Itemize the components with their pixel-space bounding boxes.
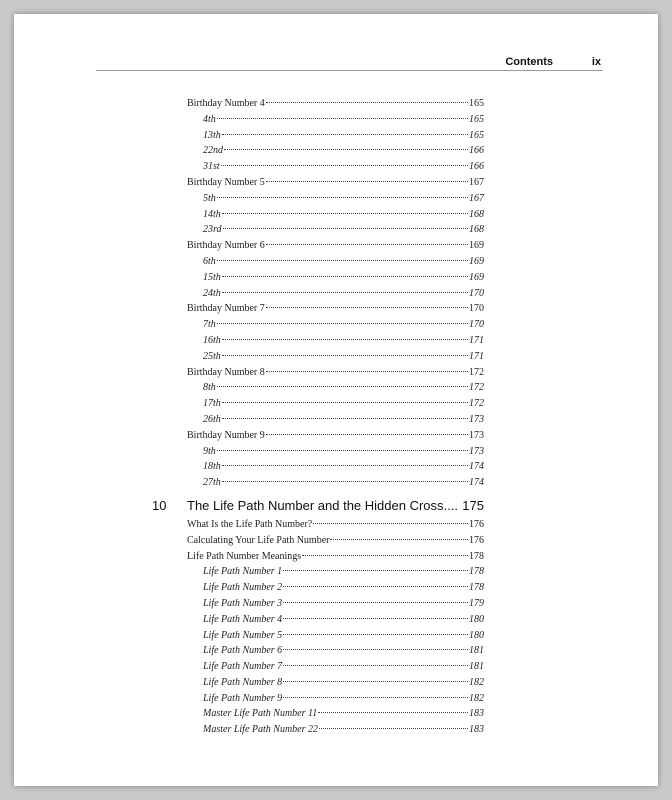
toc-entry-page: 165 [469,98,484,109]
toc-entry-page: 176 [469,518,484,530]
toc-entry-label: Birthday Number 5 [187,176,265,188]
toc-entry[interactable] [187,628,484,644]
toc-entry[interactable] [187,517,484,533]
toc-entry-label: Calculating Your Life Path Number [187,534,330,546]
dot-leader [217,260,468,261]
toc-entry-label: Life Path Number 4 [203,613,283,625]
running-header-page-number: ix [591,56,601,68]
running-header [96,56,603,71]
toc-entry-label: 14th [203,208,221,220]
toc-entry-page: 169 [469,271,484,283]
dot-leader [222,276,468,277]
chapter-title: The Life Path Number and the Hidden Cross.... [187,497,458,513]
toc-entry[interactable] [187,533,484,549]
toc-entry-label: 9th [203,445,216,457]
toc-entry-page: 170 [469,319,484,331]
dot-leader [283,649,468,650]
toc-entry-page: 167 [469,192,484,204]
dot-leader [221,165,468,166]
dot-leader [283,681,468,682]
toc-entry-page: 174 [469,477,484,489]
toc-entry-page: 178 [469,582,484,594]
dot-leader [302,555,468,556]
toc-entry[interactable] [187,580,484,596]
toc-entry[interactable] [187,143,484,159]
dot-leader [217,118,468,119]
toc-entry[interactable] [187,349,484,365]
toc-entry[interactable] [187,475,484,491]
toc-entry-label: 7th [203,319,216,331]
toc-entry[interactable] [187,128,484,144]
toc-entry-page: 165 [469,129,484,141]
toc-entry-page: 168 [469,208,484,220]
dot-leader [319,728,468,729]
toc-entry-label: Birthday Number 8 [187,366,265,378]
dot-leader [266,181,468,182]
toc-entry-label: 6th [203,255,216,267]
toc-entry[interactable] [187,380,484,396]
dot-leader [217,386,468,387]
toc-entry[interactable] [187,365,484,381]
toc-entry-page: 166 [469,145,484,157]
toc-entry[interactable] [187,444,484,460]
toc-entry-page: 180 [469,613,484,625]
toc-entry[interactable] [187,159,484,175]
dot-leader [223,228,468,229]
toc-entry-label: Life Path Number 6 [203,645,283,657]
toc-entry-label: 15th [203,271,221,283]
toc-entry-page: 173 [469,413,484,425]
toc-entry-page: 181 [469,645,484,657]
toc-entry-label: 27th [203,477,221,489]
toc-entry[interactable] [187,333,484,349]
dot-leader [222,418,468,419]
dot-leader [313,523,468,524]
toc-entry-label: 17th [203,398,221,410]
toc-entry-label: Master Life Path Number 11 [203,708,318,720]
toc-entry-label: 18th [203,461,221,473]
toc-entry-label: Life Path Number 9 [203,692,283,704]
toc-entry[interactable] [187,722,484,738]
toc-entry-label: 8th [203,382,216,394]
toc-entry-label: Life Path Number 8 [203,676,283,688]
toc-entry[interactable] [187,675,484,691]
toc-entry[interactable] [187,428,484,444]
toc-entry-page: 167 [469,176,484,188]
running-header-title: Contents [505,56,553,68]
toc-entry-page: 172 [469,382,484,394]
toc-entry-page: 176 [469,534,484,546]
dot-leader [283,634,468,635]
toc-entry-label: 24th [203,287,221,299]
toc-entry-page: 183 [469,708,484,720]
toc-entry[interactable] [187,317,484,333]
toc-entry[interactable] [187,191,484,207]
toc-entry-page: 174 [469,461,484,473]
toc-entry[interactable] [187,175,484,191]
toc-entry-page: 178 [469,550,484,562]
toc-entry[interactable] [187,643,484,659]
toc-entry-page: 178 [469,566,484,578]
toc-entry-label: Life Path Number 2 [203,582,283,594]
toc-entry-label: Birthday Number 4 [187,98,265,109]
toc-entry-page: 170 [469,287,484,299]
toc-entry-page: 171 [469,334,484,346]
toc-entry-label: Birthday Number 6 [187,240,265,252]
dot-leader [283,665,468,666]
toc-entry-page: 166 [469,161,484,173]
dot-leader [222,402,468,403]
toc-entry-page: 169 [469,255,484,267]
toc-entry-page: 165 [469,113,484,125]
toc-entry[interactable] [187,96,484,112]
toc-entry-page: 172 [469,366,484,378]
toc-chapter-heading[interactable] [152,494,484,517]
dot-leader [283,618,468,619]
dot-leader [283,602,468,603]
toc-entry[interactable] [187,659,484,675]
toc-entry-label: What Is the Life Path Number? [187,518,313,530]
toc-entry[interactable] [187,412,484,428]
toc-entry-page: 172 [469,398,484,410]
toc-entry-label: Life Path Number 7 [203,661,283,673]
toc-entry-label: Birthday Number 7 [187,303,265,315]
toc-entry-label: 13th [203,129,221,141]
dot-leader [224,149,468,150]
dot-leader [217,197,468,198]
toc-entry-label: Birthday Number 9 [187,429,265,441]
dot-leader [217,450,468,451]
dot-leader [222,465,468,466]
toc-entry-label: 31st [203,161,220,173]
dot-leader [266,244,468,245]
dot-leader [283,697,468,698]
toc-entry-label: 4th [203,113,216,125]
toc-entry[interactable] [187,207,484,223]
toc-entry-page: 181 [469,661,484,673]
dot-leader [266,371,468,372]
dot-leader [222,339,468,340]
toc-section-life-path [187,517,484,738]
toc-entry-page: 173 [469,445,484,457]
dot-leader [222,134,468,135]
toc-entry-label: 5th [203,192,216,204]
toc-entry-label: 22nd [203,145,223,157]
toc-entry[interactable] [187,612,484,628]
toc-entry-label: Life Path Number 1 [203,566,283,578]
dot-leader [330,539,468,540]
dot-leader [222,213,468,214]
dot-leader [222,292,468,293]
toc-entry[interactable] [187,238,484,254]
table-of-contents [152,96,484,738]
toc-entry[interactable] [187,112,484,128]
toc-entry-page: 171 [469,350,484,362]
toc-entry-page: 183 [469,724,484,736]
toc-entry[interactable] [187,564,484,580]
toc-entry-label: Life Path Number 3 [203,597,283,609]
toc-entry[interactable] [187,222,484,238]
toc-entry-page: 168 [469,224,484,236]
toc-entry-label: Life Path Number 5 [203,629,283,641]
toc-entry[interactable] [187,549,484,565]
dot-leader [222,355,468,356]
toc-entry-label: Life Path Number Meanings [187,550,302,562]
chapter-number: 10 [152,497,167,513]
dot-leader [266,434,468,435]
toc-entry-label: 26th [203,413,221,425]
toc-entry-page: 173 [469,429,484,441]
dot-leader [266,307,468,308]
toc-entry[interactable] [187,596,484,612]
toc-entry-label: Master Life Path Number 22 [203,724,318,736]
dot-leader [283,570,468,571]
document-page [14,14,658,786]
toc-entry[interactable] [187,301,484,317]
toc-entry-page: 179 [469,597,484,609]
toc-entry-page: 170 [469,303,484,315]
toc-entry[interactable] [187,254,484,270]
toc-entry-page: 182 [469,692,484,704]
toc-entry-label: 23rd [203,224,222,236]
toc-entry[interactable] [187,286,484,302]
toc-entry[interactable] [187,459,484,475]
dot-leader [222,481,468,482]
toc-entry-page: 180 [469,629,484,641]
toc-entry[interactable] [187,706,484,722]
toc-entry-label: 25th [203,350,221,362]
toc-entry-page: 182 [469,676,484,688]
dot-leader [283,586,468,587]
toc-entry[interactable] [187,691,484,707]
toc-entry[interactable] [187,396,484,412]
dot-leader [217,323,468,324]
dot-leader [318,712,468,713]
toc-entry-label: 16th [203,334,221,346]
toc-entry[interactable] [187,270,484,286]
toc-entry-page: 169 [469,240,484,252]
chapter-page: 175 [462,497,484,513]
dot-leader [266,102,468,103]
toc-section-birthday-numbers [187,96,484,491]
